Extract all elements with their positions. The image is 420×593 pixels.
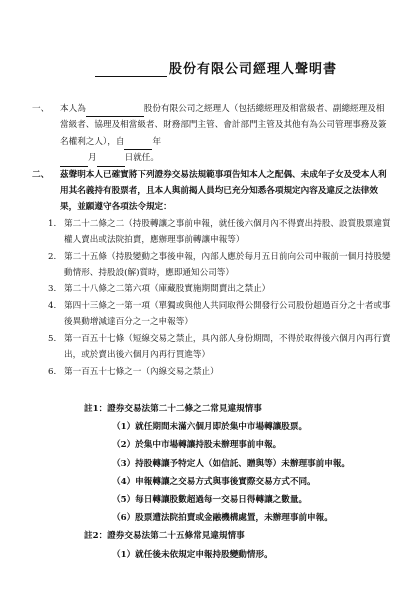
company-name-blank[interactable] <box>95 64 167 77</box>
section-two-text: 茲聲明本人已確實將下列證券交易法規範事項告知本人之配偶、未成年子女及受本人利用其名義持有股票者，且本人與前揭人員均已充分知悉各項規定內容及違反之法律效果，並願遵守各項法令規定： <box>60 169 387 213</box>
note-two-item: （1）就任後未依規定申報持股變動情形。 <box>112 549 273 560</box>
list-item: 1. 第二十二條之二（持股轉讓之事前申報，就任後六個月內不得賣出持股、設質股票違質權人賣出或法院拍賣，應辦理事前轉讓申報等） <box>48 218 391 246</box>
company-blank[interactable] <box>86 107 144 117</box>
note-two-heading: 註2：證券交易法第二十五條常見違規情事 <box>84 531 245 542</box>
document-title <box>40 58 392 77</box>
list-item: 3. 第二十八條之二第六項（庫藏股實施期間賣出之禁止） <box>48 284 271 295</box>
year-blank[interactable] <box>124 140 152 150</box>
notes-block <box>84 400 392 564</box>
section-one-number: 一、 <box>32 104 50 114</box>
note-one-item: （3）持股轉讓予特定人（如信託、贈與等）未辦理事前申報。 <box>112 458 351 469</box>
regulation-list <box>40 216 392 380</box>
title-text: 股份有限公司經理人聲明書 <box>168 62 337 77</box>
note-one-item: （5）每日轉讓股數超過每一交易日得轉讓之數量。 <box>112 494 308 505</box>
note-one-item: （4）申報轉讓之交易方式與事後實際交易方式不同。 <box>112 476 316 487</box>
note-one-heading: 註1：證券交易法第二十二條之二常見違規情事 <box>84 403 262 414</box>
section-one-pre: 本人為 <box>60 104 86 114</box>
list-item: 4. 第四十三條之一第一項（單獨或與他人共同取得公開發行公司股份超過百分之十者或事後異動增減達百分之一之申報等） <box>48 300 391 328</box>
month-label: 月 <box>88 153 97 164</box>
list-item: 2. 第二十五條（持股變動之事後申報，內部人應於每月五日前向公司申報前一個月持股變動情形、持股設(解)質時，應即通知公司等） <box>48 251 391 279</box>
day-label: 日就任。 <box>124 153 159 164</box>
list-item: 6. 第一百五十七條之一（內線交易之禁止） <box>48 366 219 377</box>
list-item: 5. 第一百五十七條（短線交易之禁止，具內部人身份期間，不得於取得後六個月內再行賣出，或於賣出後六個月內再行買進等） <box>48 333 391 361</box>
section-one <box>32 101 392 167</box>
day-blank[interactable] <box>97 157 125 167</box>
month-blank[interactable] <box>60 157 88 167</box>
year-label: 年 <box>152 136 162 147</box>
note-one-item: （6）股票遭法院拍賣或金融機構處置，未辦理事前申報。 <box>112 513 333 524</box>
section-one-mid: 股份有限公司之經理人（包括總經理及相當級者、副總經理及相當級者、協理及相當級者、財務部門主管、會計部門主管及其他有為公司管理事務及簽名權利之人），自 <box>60 104 387 147</box>
note-one-item: （2）於集中市場轉讓持股未辦理事前申報。 <box>112 440 282 451</box>
section-two <box>32 167 392 216</box>
section-two-number: 二、 <box>32 169 50 180</box>
note-one-item: （1）就任期間未滿六個月即於集中市場轉讓股票。 <box>112 422 308 433</box>
